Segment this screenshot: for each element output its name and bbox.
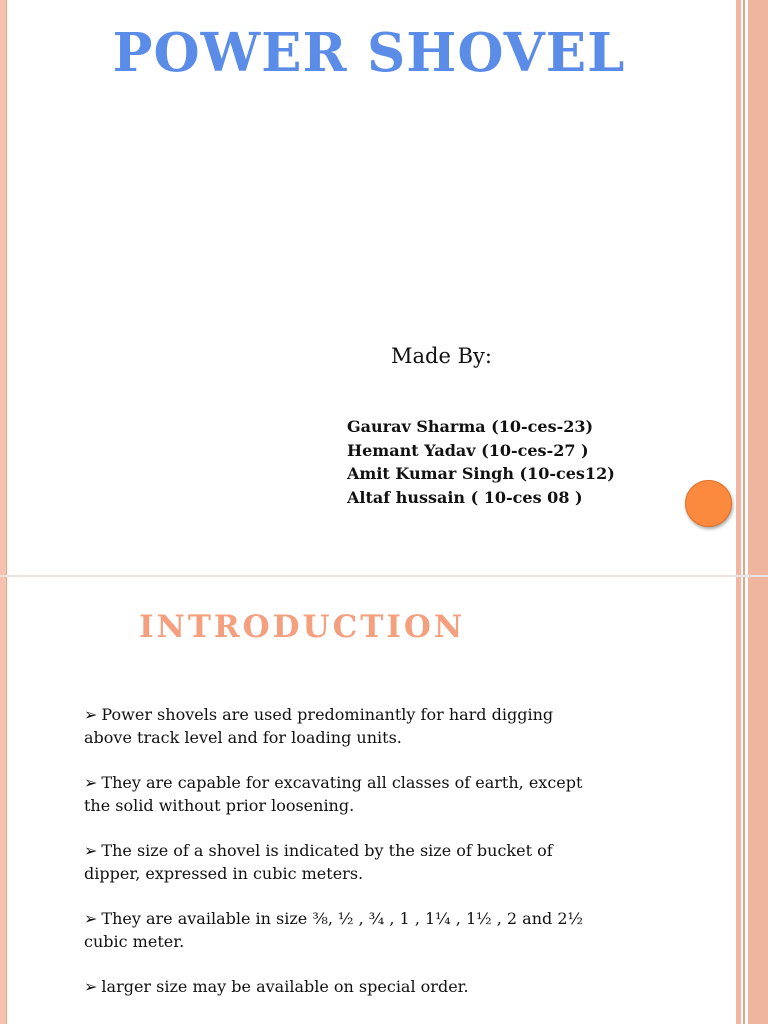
bullet-list xyxy=(84,703,644,1020)
bullet-text: Power shovels are used predominantly for hard digging above track level and for loading units. xyxy=(84,705,554,747)
orange-circle-accent xyxy=(685,480,732,527)
author-item: Altaf hussain ( 10-ces 08 ) xyxy=(347,487,583,507)
author-list xyxy=(347,415,615,509)
bullet-item xyxy=(84,975,644,998)
bullet-item xyxy=(84,771,644,817)
author-item: Hemant Yadav (10-ces-27 ) xyxy=(347,440,589,460)
right-decorative-band xyxy=(736,0,768,576)
arrow-bullet-icon: ➢ xyxy=(84,705,98,724)
author-item: Amit Kumar Singh (10-ces12) xyxy=(347,464,615,483)
arrow-bullet-icon: ➢ xyxy=(84,977,98,996)
right-decorative-band xyxy=(736,577,768,1024)
bullet-item xyxy=(84,907,644,953)
bullet-text: They are available in size ⅜, ½ , ¾ , 1 , 1¼ , 1½ , 2 and 2½ cubic meter. xyxy=(84,909,584,951)
left-border-rule xyxy=(0,577,7,1024)
slide-title: POWER SHOVEL xyxy=(112,22,626,84)
arrow-bullet-icon: ➢ xyxy=(84,841,98,860)
bullet-text: larger size may be available on special order. xyxy=(101,977,469,996)
bullet-item xyxy=(84,703,644,749)
arrow-bullet-icon: ➢ xyxy=(84,773,98,792)
bullet-item xyxy=(84,839,644,885)
bullet-text: The size of a shovel is indicated by the size of bucket of dipper, expressed in cubic meters. xyxy=(84,841,553,883)
left-border-rule xyxy=(0,0,7,576)
bullet-text: They are capable for excavating all classes of earth, except the solid without prior loosening. xyxy=(84,773,583,815)
introduction-slide xyxy=(0,577,768,1024)
author-item: Gaurav Sharma (10-ces-23) xyxy=(347,417,594,436)
arrow-bullet-icon: ➢ xyxy=(84,909,98,928)
section-title: INTRODUCTION xyxy=(139,609,466,645)
made-by-label: Made By: xyxy=(391,344,492,368)
